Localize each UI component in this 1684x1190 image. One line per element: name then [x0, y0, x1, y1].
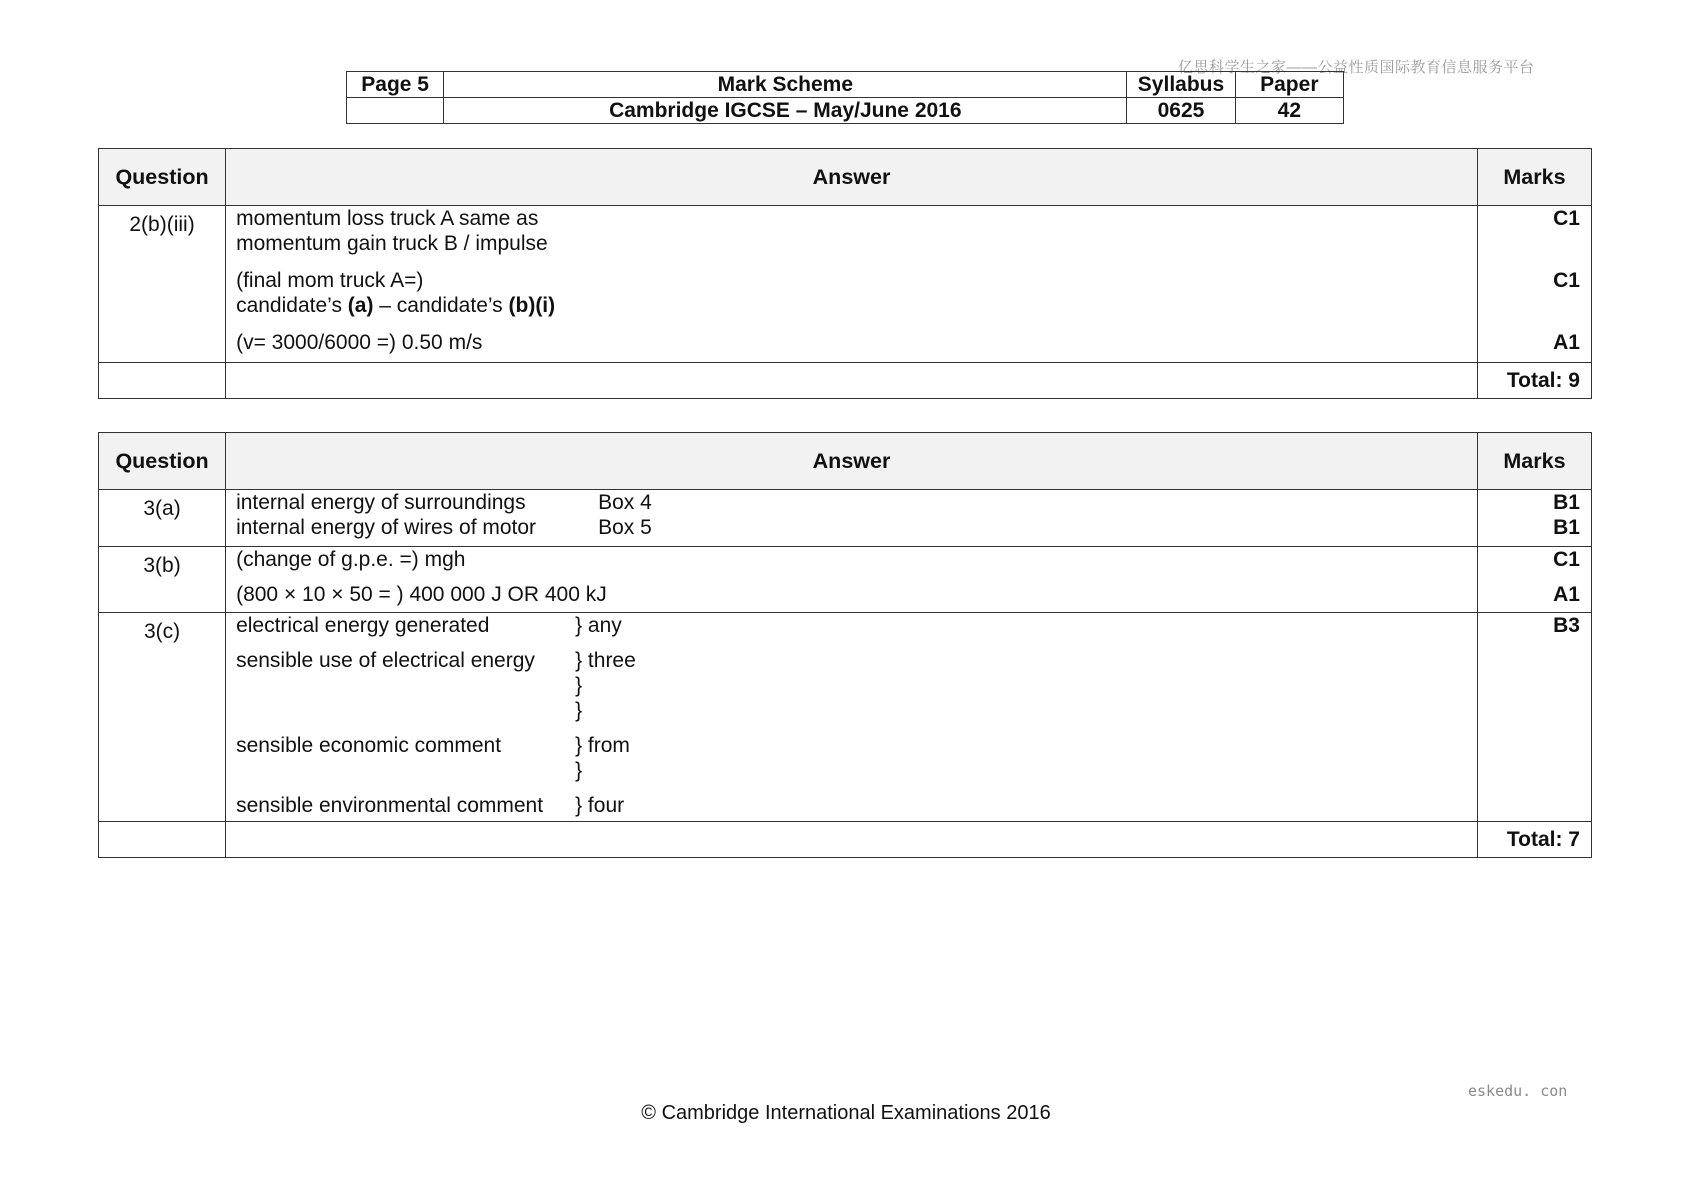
answer-line: momentum loss truck A same as [236, 207, 539, 230]
total-marks: Total: 7 [1477, 822, 1591, 858]
answer-line [236, 613, 1477, 638]
answer-line: (800 × 10 × 50 = ) 400 000 J OR 400 kJ [236, 583, 607, 606]
answer-line: (v= 3000/6000 =) 0.50 m/s [236, 331, 483, 354]
marks-cell [1477, 547, 1591, 613]
answer-line [236, 733, 1477, 758]
answer-cell [226, 206, 1478, 363]
footer-copyright: © Cambridge International Examinations 2016 [641, 1102, 1051, 1124]
question-number: 3(c) [99, 613, 226, 822]
mark: A1 [1553, 331, 1580, 354]
mark: C1 [1553, 269, 1580, 292]
answer-line: (change of g.p.e. =) mgh [236, 548, 466, 571]
answer-text: sensible environmental comment [236, 794, 544, 817]
syllabus-label: Syllabus [1127, 72, 1235, 98]
answer-text: – candidate’s [373, 294, 509, 317]
box-label: Box 4 [598, 491, 652, 514]
answer-text: internal energy of surroundings [236, 491, 526, 514]
box-label: Box 5 [598, 516, 652, 539]
brace-text: } four [575, 794, 625, 817]
paper-number: 42 [1235, 98, 1343, 124]
answer-cell [226, 490, 1478, 547]
answer-header: Answer [226, 433, 1478, 490]
answer-line: momentum gain truck B / impulse [236, 232, 548, 255]
table-row [99, 547, 1592, 613]
marks-header: Marks [1477, 149, 1591, 206]
table-row [99, 206, 1592, 363]
brace-text: } any [575, 614, 622, 637]
mark: B3 [1553, 614, 1580, 637]
mark: B1 [1553, 491, 1580, 514]
page-label: Page 5 [347, 72, 444, 98]
header-table [346, 71, 1344, 124]
marks-cell [1477, 613, 1591, 822]
empty-cell [347, 98, 444, 124]
marks-cell [1477, 490, 1591, 547]
question-header: Question [99, 149, 226, 206]
question-number: 3(a) [99, 490, 226, 547]
mark-table-q2 [98, 148, 1592, 399]
marks-cell [1477, 206, 1591, 363]
table-row [99, 490, 1592, 547]
watermark-top: 亿思科学生之家——公益性质国际教育信息服务平台 [1178, 59, 1535, 76]
empty-cell [99, 822, 226, 858]
empty-cell [99, 363, 226, 399]
answer-ref: (a) [347, 294, 374, 317]
watermark-bottom: eskedu. con [1468, 1082, 1568, 1100]
answer-header: Answer [226, 149, 1478, 206]
mark: A1 [1553, 583, 1580, 606]
answer-line [236, 793, 1477, 818]
answer-text: sensible use of electrical energy [236, 649, 535, 672]
brace-text: } [575, 699, 583, 722]
answer-line [236, 293, 1477, 318]
mark: B1 [1553, 516, 1580, 539]
answer-line: (final mom truck A=) [236, 269, 424, 292]
brace-text: } three [575, 649, 636, 672]
mark-table-q3 [98, 432, 1592, 858]
answer-text: internal energy of wires of motor [236, 516, 537, 539]
empty-cell [226, 363, 1478, 399]
answer-line [236, 648, 1477, 673]
empty-cell [226, 822, 1478, 858]
syllabus-code: 0625 [1127, 98, 1235, 124]
answer-line [236, 490, 1477, 515]
doc-title: Mark Scheme [444, 72, 1127, 98]
answer-cell [226, 613, 1478, 822]
paper-label: Paper [1235, 72, 1343, 98]
answer-text: electrical energy generated [236, 614, 490, 637]
total-row [99, 363, 1592, 399]
brace-text: } [575, 759, 583, 782]
answer-line [236, 673, 1477, 698]
answer-line [236, 515, 1477, 540]
answer-ref: (b)(i) [508, 294, 556, 317]
brace-text: } from [575, 734, 630, 757]
marks-header: Marks [1477, 433, 1591, 490]
answer-text: sensible economic comment [236, 734, 502, 757]
exam-name: Cambridge IGCSE – May/June 2016 [444, 98, 1127, 124]
total-marks: Total: 9 [1477, 363, 1591, 399]
question-number: 2(b)(iii) [99, 206, 226, 363]
total-row [99, 822, 1592, 858]
answer-text: candidate’s [236, 294, 348, 317]
table-row [99, 613, 1592, 822]
question-header: Question [99, 433, 226, 490]
answer-line [236, 698, 1477, 723]
question-number: 3(b) [99, 547, 226, 613]
mark: C1 [1553, 207, 1580, 230]
mark: C1 [1553, 548, 1580, 571]
answer-cell [226, 547, 1478, 613]
answer-line [236, 758, 1477, 783]
brace-text: } [575, 674, 583, 697]
